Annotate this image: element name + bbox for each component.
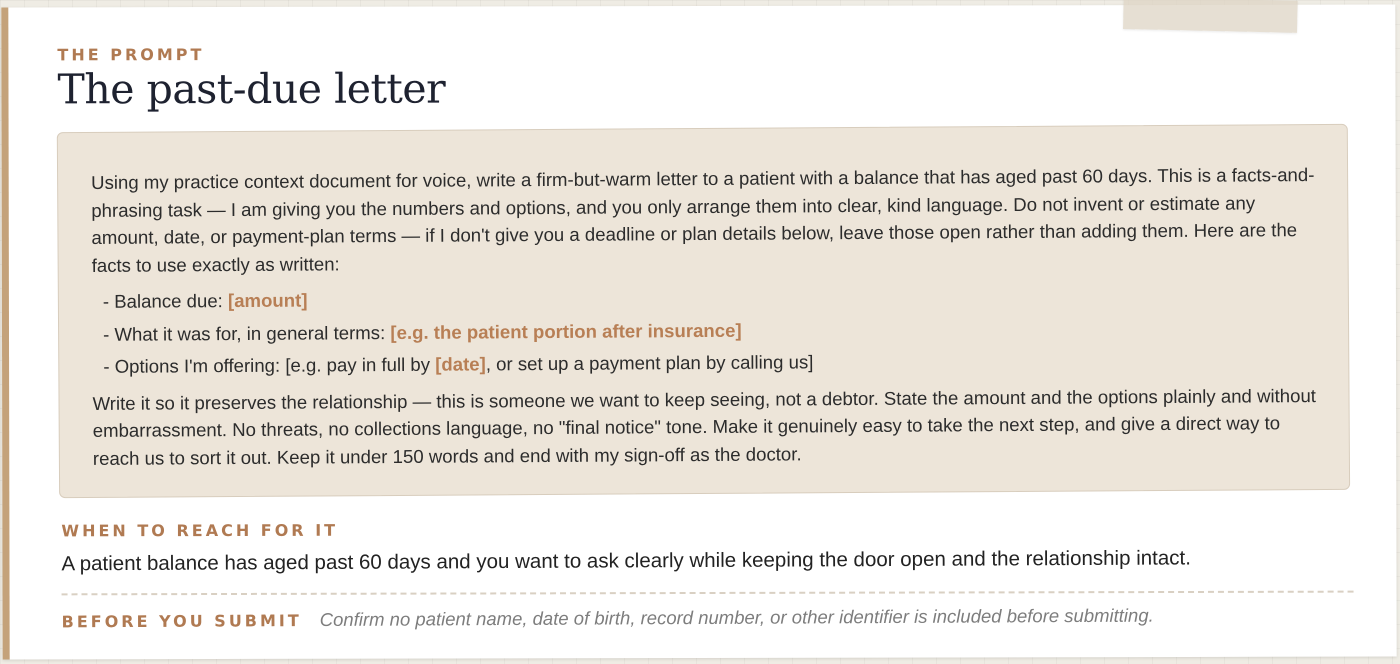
fact-options (103, 345, 1324, 380)
placeholder-purpose: [e.g. the patient portion after insurance] (390, 319, 742, 343)
prompt-card (1, 5, 1396, 660)
card-accent-edge (1, 7, 9, 659)
prompt-intro: Using my practice context document for voice, write a firm-but-warm letter to a patient with a balance that has aged past 60 days. This is a facts-and-phrasing task — I am giving you the numbers and options, and you only arrange them into clear, kind language. Do not invent or estimate any amount, date, or payment-plan terms — if I don't give you a deadline or plan details below, leave those open rather than adding them. Here are the facts to use exactly as written: (91, 164, 1315, 276)
before-submit-row (62, 605, 1154, 633)
when-text: A patient balance has aged past 60 days and you want to ask clearly while keeping the door open and the relationship intact. (61, 546, 1191, 576)
section-kicker: THE PROMPT (57, 45, 205, 65)
fact-purpose (103, 312, 1324, 347)
fact-options-suffix: , or set up a payment plan by calling us] (485, 351, 814, 375)
before-submit-note: Confirm no patient name, date of birth, record number, or other identifier is included before submitting. (319, 604, 1154, 630)
prompt-closing: Write it so it preserves the relationship — this is someone we want to keep seeing, not a debtor. State the amount and the options plainly and without embarrassment. No threats, no collections language, no "final notice" tone. Make it genuinely easy to take the next step, and give a direct way to reach us to sort it out. Keep it under 150 words and end with my sign-off as the doctor. (92, 384, 1317, 469)
page-title: The past-due letter (57, 64, 446, 114)
prompt-text-block[interactable] (57, 124, 1350, 498)
dashed-divider (62, 591, 1354, 596)
facts-list (103, 280, 1325, 380)
fact-purpose-label: - What it was for, in general terms: (103, 321, 391, 345)
placeholder-amount: [amount] (227, 289, 308, 312)
fact-options-prefix: - Options I'm offering: [e.g. pay in full by (103, 353, 436, 377)
when-label: WHEN TO REACH FOR IT (61, 520, 339, 541)
before-submit-label: BEFORE YOU SUBMIT (61, 611, 302, 632)
fact-balance (103, 280, 1324, 315)
tape-strip (1123, 0, 1298, 33)
fact-balance-label: - Balance due: (102, 290, 229, 312)
placeholder-date: [date] (435, 353, 486, 375)
